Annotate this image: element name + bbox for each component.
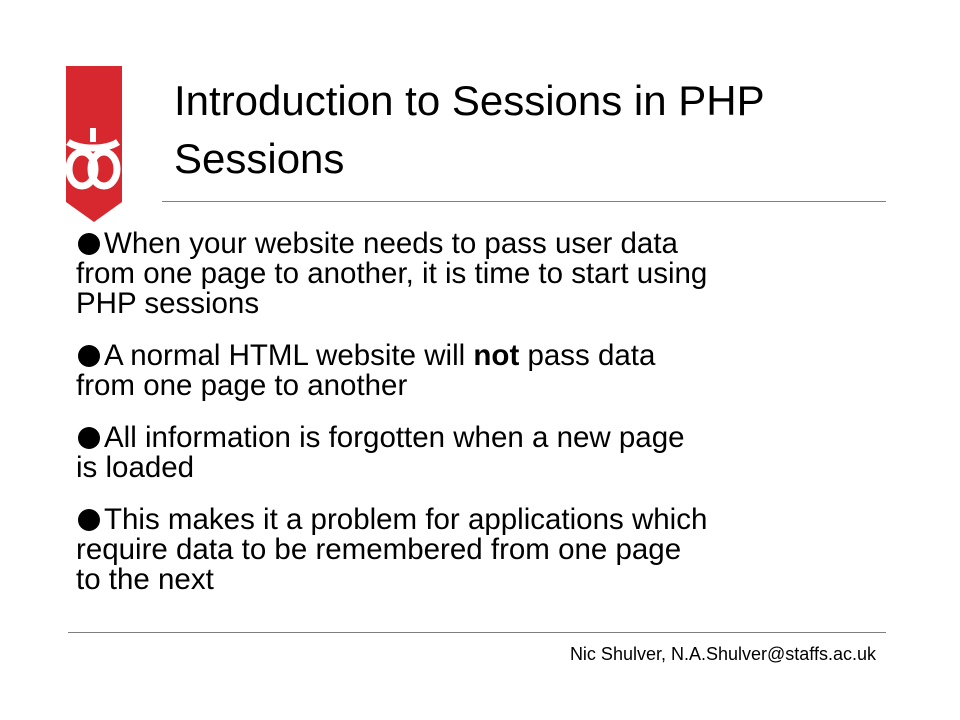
bullet-item xyxy=(76,341,886,401)
bullet-dot-icon xyxy=(78,345,100,367)
bullet-emphasis: not xyxy=(473,339,520,372)
slide-title xyxy=(174,72,894,188)
footer-author: Nic Shulver, N.A.Shulver@staffs.ac.uk xyxy=(569,644,876,664)
staffordshire-knot-logo-icon xyxy=(60,66,126,226)
bullet-text: All information is forgotten when a new page is loaded xyxy=(76,421,685,484)
footer-divider xyxy=(68,632,886,633)
title-line-sub: Sessions xyxy=(174,135,345,182)
bullet-text: A normal HTML website will xyxy=(104,339,474,372)
bullet-dot-icon xyxy=(78,233,100,255)
bullet-item xyxy=(76,229,886,319)
bullet-list xyxy=(76,229,886,617)
bullet-dot-icon xyxy=(78,427,100,449)
bullet-item xyxy=(76,423,886,483)
bullet-dot-icon xyxy=(78,509,100,531)
title-divider xyxy=(162,201,886,202)
title-line-main: Introduction to Sessions in PHP xyxy=(174,77,765,124)
bullet-text-rest: pass data from one page to another xyxy=(76,339,656,402)
bullet-text: When your website needs to pass user data from one page to another, it is time to start using PHP sessions xyxy=(76,227,708,320)
bullet-item xyxy=(76,505,886,595)
bullet-text: This makes it a problem for applications which require data to be remembered from one page to the next xyxy=(76,503,708,596)
